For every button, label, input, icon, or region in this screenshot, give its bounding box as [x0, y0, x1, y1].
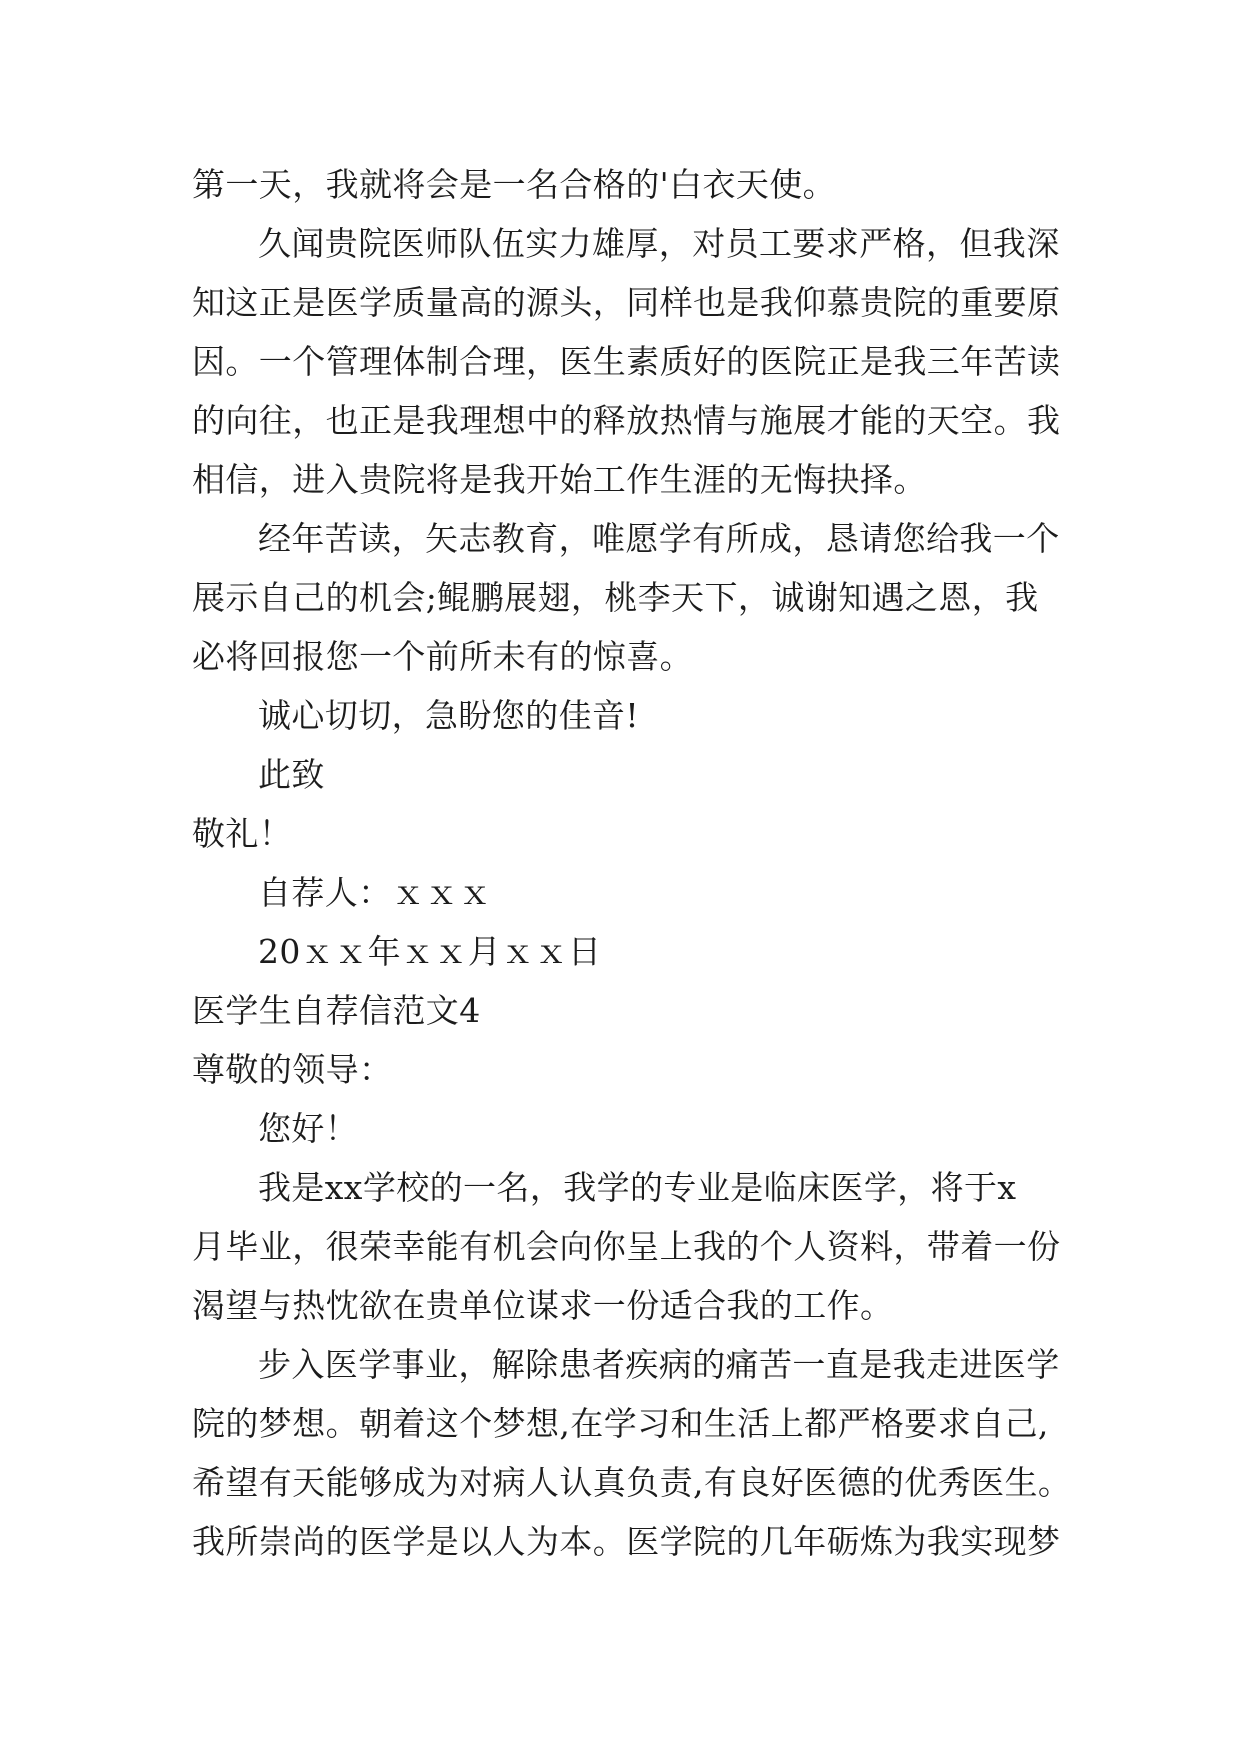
letter-date: 20ｘｘ年ｘｘ月ｘｘ日 — [258, 932, 602, 971]
greeting: 您好！ — [258, 1109, 359, 1148]
paragraph-line: 久闻贵院医师队伍实力雄厚，对员工要求严格，但我深 — [258, 224, 1060, 263]
paragraph-line: 必将回报您一个前所未有的惊喜。 — [192, 637, 693, 676]
paragraph-line: 第一天，我就将会是一名合格的'白衣天使。 — [192, 165, 837, 204]
paragraph-line: 渴望与热忱欲在贵单位谋求一份适合我的工作。 — [192, 1286, 894, 1325]
paragraph-line: 相信，进入贵院将是我开始工作生涯的无悔抉择。 — [192, 460, 927, 499]
paragraph-line: 希望有天能够成为对病人认真负责,有良好医德的优秀医生。 — [192, 1463, 1072, 1502]
paragraph-line: 月毕业，很荣幸能有机会向你呈上我的个人资料，带着一份 — [192, 1227, 1061, 1266]
addressee: 尊敬的领导： — [192, 1050, 393, 1089]
signer: 自荐人：ｘｘｘ — [258, 873, 492, 912]
paragraph-line: 因。一个管理体制合理，医生素质好的医院正是我三年苦读 — [192, 342, 1061, 381]
closing-wish: 诚心切切，急盼您的佳音! — [258, 696, 640, 735]
paragraph-line: 知这正是医学质量高的源头，同样也是我仰慕贵院的重要原 — [192, 283, 1061, 322]
paragraph-line: 院的梦想。朝着这个梦想,在学习和生活上都严格要求自己, — [192, 1404, 1049, 1443]
salute: 敬礼！ — [192, 814, 293, 853]
paragraph-line: 经年苦读，矢志教育，唯愿学有所成，恳请您给我一个 — [258, 519, 1060, 558]
document-body — [192, 155, 1072, 1571]
section-title: 医学生自荐信范文4 — [192, 991, 481, 1030]
paragraph-line: 我是xx学校的一名，我学的专业是临床医学，将于x — [258, 1168, 1017, 1207]
paragraph-line: 的向往，也正是我理想中的释放热情与施展才能的天空。我 — [192, 401, 1061, 440]
paragraph-line: 步入医学事业，解除患者疾病的痛苦一直是我走进医学 — [258, 1345, 1060, 1384]
closing-phrase: 此致 — [258, 755, 325, 794]
paragraph-line: 我所崇尚的医学是以人为本。医学院的几年砺炼为我实现梦 — [192, 1522, 1061, 1561]
paragraph-line: 展示自己的机会;鲲鹏展翅，桃李天下，诚谢知遇之恩，我 — [192, 578, 1039, 617]
